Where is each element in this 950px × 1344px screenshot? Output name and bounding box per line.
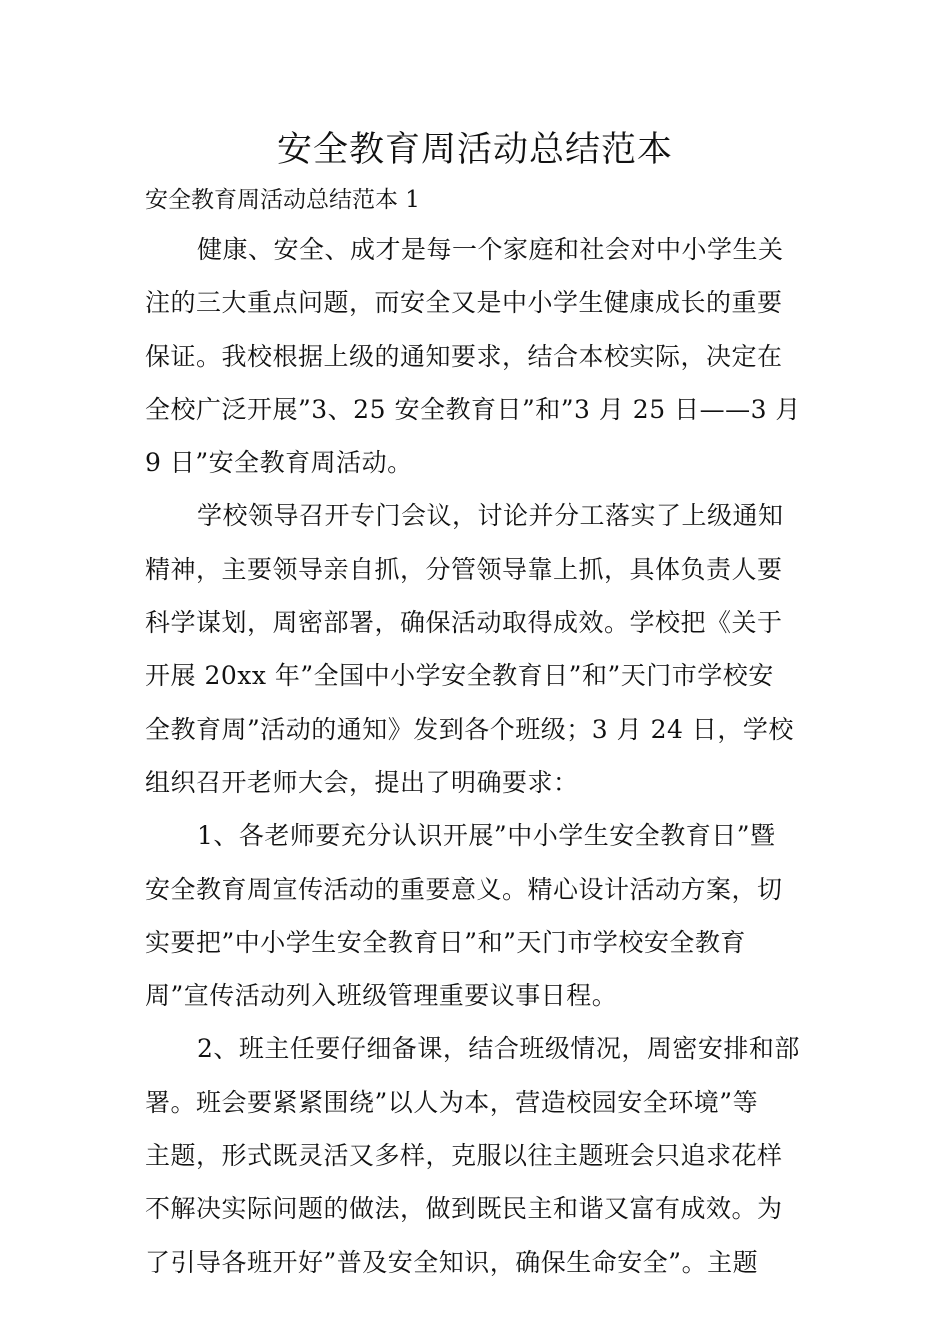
section-heading: 安全教育周活动总结范本 1 (145, 187, 420, 213)
document-body (145, 230, 845, 1296)
list-item-line: 2、班主任要仔细备课，结合班级情况，周密安排和部 (197, 1034, 800, 1064)
list-item-line: 周”宣传活动列入班级管理重要议事日程。 (145, 981, 618, 1011)
paragraph-line: 精神，主要领导亲自抓，分管领导靠上抓，具体负责人要 (145, 554, 783, 584)
paragraph-line: 注的三大重点问题，而安全又是中小学生健康成长的重要 (145, 288, 783, 318)
list-item-line: 实要把”中小学生安全教育日”和”天门市学校安全教育 (145, 927, 746, 957)
list-item-line: 1、各老师要充分认识开展”中小学生安全教育日”暨 (197, 821, 776, 851)
list-item-line: 不解决实际问题的做法，做到既民主和谐又富有成效。为 (145, 1194, 783, 1224)
paragraph-line: 开展 20xx 年”全国中小学安全教育日”和”天门市学校安 (145, 661, 774, 691)
paragraph-line: 组织召开老师大会，提出了明确要求： (145, 767, 579, 797)
paragraph-line: 学校领导召开专门会议，讨论并分工落实了上级通知 (197, 501, 784, 531)
paragraph-line: 全校广泛开展”3、25 安全教育日”和”3 月 25 日——3 月 (145, 394, 801, 424)
paragraph-line: 科学谋划，周密部署，确保活动取得成效。学校把《关于 (145, 608, 783, 638)
paragraph-line: 保证。我校根据上级的通知要求，结合本校实际，决定在 (145, 341, 783, 371)
list-item-line: 了引导各班开好”普及安全知识，确保生命安全”。主题 (145, 1247, 759, 1277)
list-item-line: 主题，形式既灵活又多样，克服以往主题班会只追求花样 (145, 1141, 783, 1171)
document-title: 安全教育周活动总结范本 (276, 130, 673, 170)
paragraph-line: 健康、安全、成才是每一个家庭和社会对中小学生关 (197, 235, 784, 264)
list-item-line: 安全教育周宣传活动的重要意义。精心设计活动方案，切 (145, 874, 783, 904)
list-item-line: 署。班会要紧紧围绕”以人为本，营造校园安全环境”等 (145, 1087, 759, 1117)
paragraph-line: 全教育周”活动的通知》发到各个班级；3 月 24 日，学校 (145, 714, 794, 744)
paragraph-line: 9 日”安全教育周活动。 (145, 448, 413, 478)
